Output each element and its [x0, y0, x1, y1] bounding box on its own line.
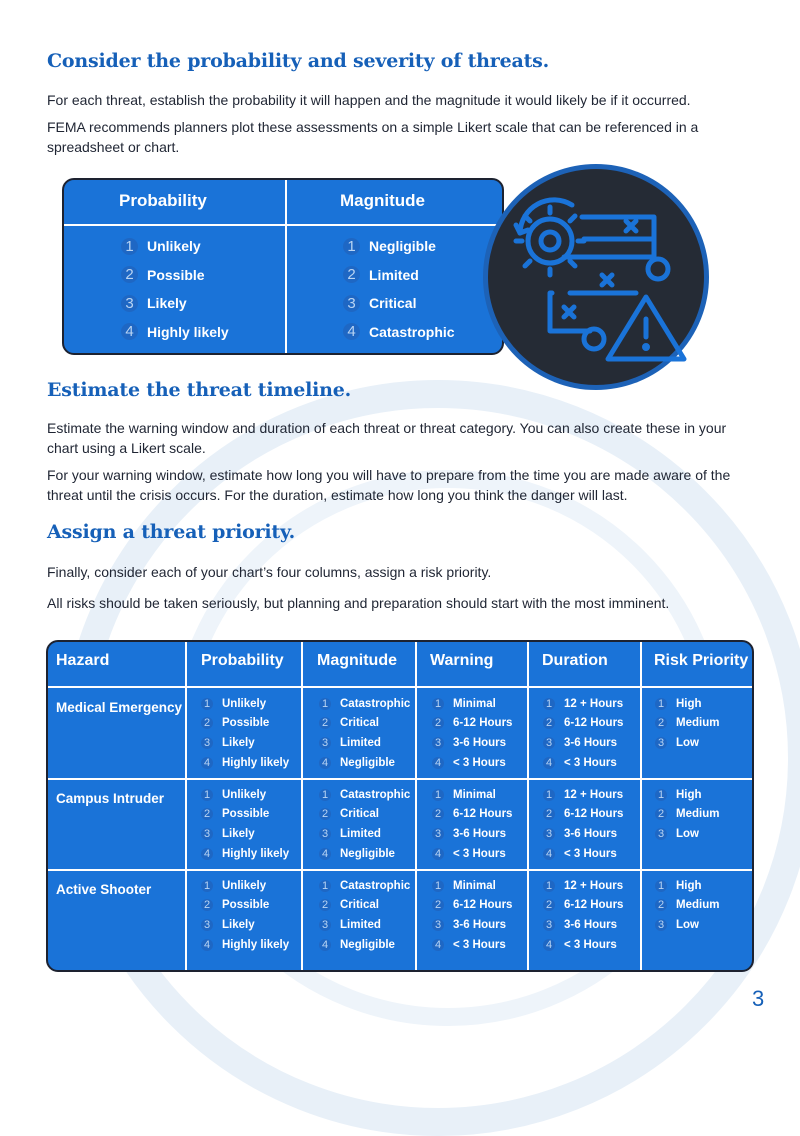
scale-label: 12 + Hours [564, 697, 624, 710]
scale-number: 2 [543, 899, 555, 911]
probability-item [121, 318, 229, 347]
scale-number: 4 [201, 757, 213, 769]
table-cell-item [319, 896, 410, 916]
table-cell-item [201, 753, 289, 773]
scale-number: 4 [432, 939, 444, 951]
scale-number: 4 [319, 939, 331, 951]
scale-label: < 3 Hours [453, 847, 506, 860]
scale-label: Low [676, 827, 699, 840]
scale-number: 3 [655, 737, 667, 749]
section1-paragraph-1: For each threat, establish the probability it will happen and the magnitude it would likely be if it occurred. [47, 92, 691, 108]
table-cell-item [201, 915, 289, 935]
table-cell-item [201, 733, 289, 753]
scale-number: 2 [201, 899, 213, 911]
table-cell-item [655, 805, 719, 825]
table-cell-item [319, 694, 410, 714]
table-cell-item [543, 694, 623, 714]
scale-number: 4 [319, 757, 331, 769]
scale-label: 3-6 Hours [564, 827, 618, 840]
scale-number: 1 [655, 789, 667, 801]
column-divider [527, 642, 529, 970]
scale-label: < 3 Hours [564, 756, 617, 769]
scale-label: 6-12 Hours [453, 899, 513, 912]
scale-number: 1 [655, 698, 667, 710]
scale-number: 3 [121, 295, 138, 312]
scale-number: 4 [432, 848, 444, 860]
table-cell-item [432, 915, 512, 935]
scale-number: 3 [543, 919, 555, 931]
scale-number: 3 [432, 828, 444, 840]
scale-number: 3 [655, 828, 667, 840]
table-cell-item [319, 844, 410, 864]
section3-paragraph-1: Finally, consider each of your chart’s four columns, assign a risk priority. [47, 564, 492, 580]
table-cell-item [319, 714, 410, 734]
scale-number: 1 [432, 880, 444, 892]
table-cell-item [543, 915, 623, 935]
scale-number: 1 [319, 789, 331, 801]
table-cell-item [543, 935, 623, 955]
table-cell-item [201, 785, 289, 805]
table-cell-item [432, 876, 512, 896]
scale-number: 3 [343, 295, 360, 312]
scale-label: Negligible [340, 938, 395, 951]
scale-number: 1 [201, 880, 213, 892]
scale-number: 2 [319, 808, 331, 820]
probability-header: Probability [119, 191, 207, 210]
table-cell-item [432, 694, 512, 714]
table-cell-item [543, 805, 623, 825]
table-cell-item [201, 694, 289, 714]
scale-number: 2 [432, 808, 444, 820]
table-cell-item [319, 733, 410, 753]
table-cell-item [201, 876, 289, 896]
scale-number: 3 [201, 919, 213, 931]
warning-list [432, 785, 512, 863]
table-cell-item [432, 824, 512, 844]
scale-label: 6-12 Hours [564, 899, 624, 912]
scale-label: Critical [369, 295, 417, 312]
threat-assessment-table [46, 640, 754, 972]
scale-number: 2 [655, 808, 667, 820]
table-cell-item [319, 805, 410, 825]
scale-number: 4 [432, 757, 444, 769]
magnitude-header: Magnitude [340, 191, 425, 210]
table-cell-item [319, 824, 410, 844]
scale-label: Catastrophic [340, 697, 411, 710]
scale-number: 1 [201, 698, 213, 710]
table-cell-item [543, 824, 623, 844]
table-cell-item [655, 824, 719, 844]
scale-number: 1 [343, 238, 360, 255]
table-cell-item [201, 935, 289, 955]
table-cell-item [432, 805, 512, 825]
table-cell-item [655, 876, 719, 896]
scale-number: 3 [543, 828, 555, 840]
table-cell-item [201, 844, 289, 864]
table-cell-item [655, 785, 719, 805]
warning-list [432, 694, 512, 772]
row-divider [48, 778, 752, 780]
scale-label: Medium [676, 899, 720, 912]
scale-label: Highly likely [222, 938, 290, 951]
scale-number: 4 [543, 757, 555, 769]
scale-number: 1 [543, 698, 555, 710]
scale-label: Medium [676, 808, 720, 821]
probability-list [201, 694, 289, 772]
scale-label: < 3 Hours [453, 938, 506, 951]
scale-label: < 3 Hours [453, 756, 506, 769]
scale-label: 6-12 Hours [453, 808, 513, 821]
scale-number: 4 [121, 323, 138, 340]
scale-label: High [676, 879, 702, 892]
scale-label: Unlikely [222, 879, 267, 892]
scale-number: 2 [201, 808, 213, 820]
section-title-priority: Assign a threat priority. [47, 521, 296, 543]
column-header: Risk Priority [654, 652, 749, 669]
duration-list [543, 694, 623, 772]
scale-label: Critical [340, 899, 379, 912]
scale-number: 3 [201, 828, 213, 840]
column-divider [185, 642, 187, 970]
scale-label: Possible [147, 266, 205, 283]
priority-list [655, 694, 719, 753]
scale-number: 2 [432, 899, 444, 911]
scale-number: 1 [543, 789, 555, 801]
scale-label: 3-6 Hours [453, 827, 507, 840]
section-title-timeline: Estimate the threat timeline. [47, 379, 352, 401]
magnitude-list [319, 785, 410, 863]
scale-label: Highly likely [222, 756, 290, 769]
scale-number: 2 [343, 266, 360, 283]
hazard-name: Active Shooter [56, 882, 152, 897]
scale-label: Limited [340, 918, 381, 931]
column-divider [301, 642, 303, 970]
table-cell-item [543, 896, 623, 916]
scale-label: Low [676, 736, 699, 749]
duration-list [543, 785, 623, 863]
scale-label: Unlikely [147, 238, 201, 255]
column-divider [285, 180, 287, 353]
scale-number: 3 [319, 919, 331, 931]
scale-label: 6-12 Hours [564, 717, 624, 730]
column-divider [415, 642, 417, 970]
scale-label: Minimal [453, 697, 496, 710]
scale-number: 1 [543, 880, 555, 892]
scale-label: Catastrophic [340, 879, 411, 892]
section2-paragraph-1: Estimate the warning window and duration of each threat or threat category. You can also create these in your chart using a Likert scale. [47, 420, 727, 456]
scale-number: 1 [201, 789, 213, 801]
scale-number: 3 [319, 737, 331, 749]
section2-paragraph-2: For your warning window, estimate how long you will have to prepare from the time you are made aware of the threat until the crisis occurs. For the duration, estimate how long you think the danger will last. [47, 467, 731, 503]
scale-label: Critical [340, 717, 379, 730]
scale-number: 2 [319, 717, 331, 729]
magnitude-list [319, 876, 410, 954]
scale-number: 4 [543, 939, 555, 951]
scale-label: Likely [222, 918, 255, 931]
warning-list [432, 876, 512, 954]
magnitude-item [343, 261, 455, 290]
likert-scale-table [62, 178, 504, 355]
scale-number: 4 [319, 848, 331, 860]
scale-label: < 3 Hours [564, 847, 617, 860]
table-cell-item [432, 733, 512, 753]
table-cell-item [543, 733, 623, 753]
scale-label: Limited [340, 827, 381, 840]
scale-number: 1 [655, 880, 667, 892]
scale-label: Unlikely [222, 788, 267, 801]
column-header: Duration [542, 652, 608, 669]
priority-list [655, 785, 719, 844]
scale-label: Possible [222, 899, 270, 912]
hazard-name: Campus Intruder [56, 791, 165, 806]
table-cell-item [432, 896, 512, 916]
scale-label: 3-6 Hours [453, 736, 507, 749]
scale-number: 2 [121, 266, 138, 283]
table-cell-item [319, 753, 410, 773]
scale-label: Likely [222, 736, 255, 749]
table-cell-item [201, 805, 289, 825]
scale-label: 12 + Hours [564, 788, 624, 801]
scale-label: 6-12 Hours [564, 808, 624, 821]
scale-number: 2 [655, 717, 667, 729]
scale-number: 4 [343, 323, 360, 340]
scale-number: 2 [319, 899, 331, 911]
table-cell-item [201, 896, 289, 916]
scale-label: Minimal [453, 788, 496, 801]
section-title-probability: Consider the probability and severity of threats. [47, 50, 550, 72]
table-cell-item [432, 935, 512, 955]
scale-label: 3-6 Hours [564, 918, 618, 931]
scale-label: Highly likely [222, 847, 290, 860]
scale-number: 2 [655, 899, 667, 911]
scale-number: 2 [201, 717, 213, 729]
scale-label: Critical [340, 808, 379, 821]
table-cell-item [543, 753, 623, 773]
table-cell-item [432, 714, 512, 734]
scale-number: 3 [432, 737, 444, 749]
scale-label: 3-6 Hours [564, 736, 618, 749]
table-cell-item [543, 785, 623, 805]
column-header: Probability [201, 652, 284, 669]
duration-list [543, 876, 623, 954]
scale-label: Catastrophic [340, 788, 411, 801]
scale-label: Likely [222, 827, 255, 840]
table-cell-item [319, 935, 410, 955]
scale-number: 1 [319, 698, 331, 710]
table-cell-item [319, 785, 410, 805]
section3-paragraph-2: All risks should be taken seriously, but planning and preparation should start with the most imminent. [47, 595, 670, 611]
column-header: Warning [430, 652, 494, 669]
table-cell-item [543, 876, 623, 896]
table-cell-item [432, 844, 512, 864]
table-cell-item [319, 915, 410, 935]
table-cell-item [201, 824, 289, 844]
hazard-name: Medical Emergency [56, 700, 183, 715]
probability-item [121, 261, 229, 290]
scale-number: 2 [543, 808, 555, 820]
scale-number: 3 [655, 919, 667, 931]
row-divider [48, 686, 752, 688]
scale-number: 3 [543, 737, 555, 749]
magnitude-item [343, 232, 455, 261]
scale-number: 1 [319, 880, 331, 892]
probability-list [201, 876, 289, 954]
magnitude-item [343, 318, 455, 347]
scale-number: 3 [432, 919, 444, 931]
scale-label: Low [676, 918, 699, 931]
scale-label: Medium [676, 717, 720, 730]
scale-label: Likely [147, 295, 187, 312]
scale-label: 12 + Hours [564, 879, 624, 892]
table-cell-item [201, 714, 289, 734]
scale-label: Minimal [453, 879, 496, 892]
scale-number: 2 [543, 717, 555, 729]
priority-list [655, 876, 719, 935]
scale-number: 4 [543, 848, 555, 860]
risk-illustration [483, 164, 709, 390]
magnitude-list [319, 694, 410, 772]
scale-label: Catastrophic [369, 323, 455, 340]
probability-list [121, 232, 229, 346]
scale-label: Possible [222, 808, 270, 821]
scale-label: High [676, 788, 702, 801]
risk-plan-icon [488, 169, 704, 385]
scale-number: 1 [121, 238, 138, 255]
page-number: 3 [752, 986, 765, 1011]
probability-list [201, 785, 289, 863]
column-header: Magnitude [317, 652, 397, 669]
scale-label: Highly likely [147, 323, 229, 340]
scale-number: 1 [432, 789, 444, 801]
probability-item [121, 289, 229, 318]
scale-label: Negligible [369, 238, 436, 255]
table-cell-item [432, 753, 512, 773]
scale-number: 3 [319, 828, 331, 840]
scale-number: 4 [201, 939, 213, 951]
row-divider [48, 869, 752, 871]
table-cell-item [655, 714, 719, 734]
scale-label: Limited [340, 736, 381, 749]
magnitude-list [343, 232, 455, 346]
header-divider [64, 224, 502, 226]
table-cell-item [655, 694, 719, 714]
table-cell-item [655, 915, 719, 935]
scale-label: Unlikely [222, 697, 267, 710]
table-cell-item [543, 844, 623, 864]
table-cell-item [319, 876, 410, 896]
scale-label: Possible [222, 717, 270, 730]
probability-item [121, 232, 229, 261]
scale-number: 1 [432, 698, 444, 710]
table-cell-item [655, 896, 719, 916]
table-cell-item [655, 733, 719, 753]
magnitude-item [343, 289, 455, 318]
scale-label: Negligible [340, 847, 395, 860]
section1-paragraph-2: FEMA recommends planners plot these assessments on a simple Likert scale that can be referenced in a spreadsheet or chart. [47, 119, 699, 155]
scale-label: < 3 Hours [564, 938, 617, 951]
scale-label: 3-6 Hours [453, 918, 507, 931]
table-cell-item [543, 714, 623, 734]
scale-label: Limited [369, 266, 419, 283]
scale-label: High [676, 697, 702, 710]
scale-label: Negligible [340, 756, 395, 769]
scale-label: 6-12 Hours [453, 717, 513, 730]
column-divider [640, 642, 642, 970]
scale-number: 2 [432, 717, 444, 729]
scale-number: 3 [201, 737, 213, 749]
table-cell-item [432, 785, 512, 805]
column-header: Hazard [56, 652, 110, 669]
scale-number: 4 [201, 848, 213, 860]
